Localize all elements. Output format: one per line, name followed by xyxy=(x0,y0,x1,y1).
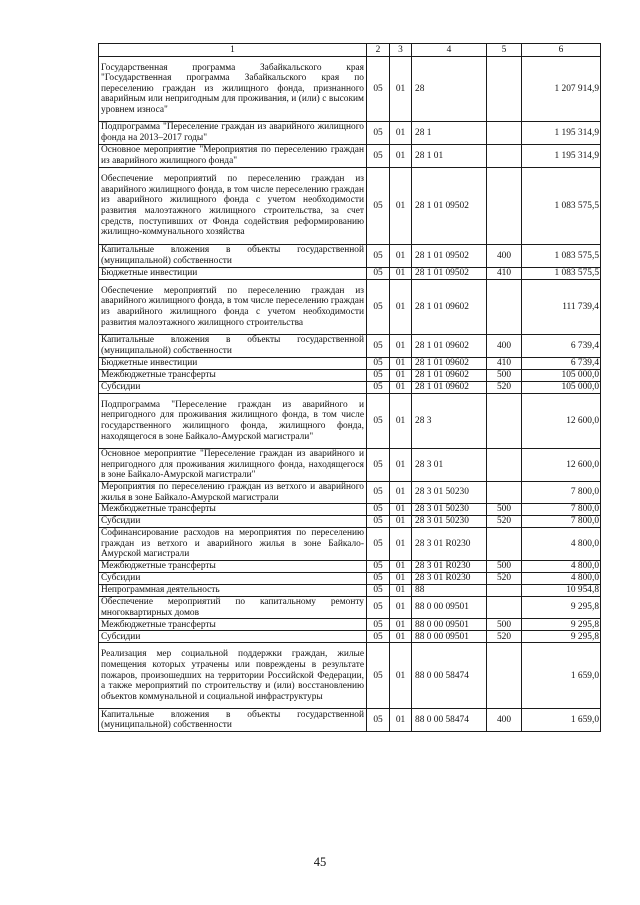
table-row xyxy=(99,504,601,516)
cell-section: 05 xyxy=(367,643,390,709)
cell-subsection: 01 xyxy=(390,335,412,358)
table-row xyxy=(99,280,601,335)
cell-expense-type: 520 xyxy=(487,382,522,394)
cell-subsection: 01 xyxy=(390,449,412,482)
cell-subsection: 01 xyxy=(390,57,412,122)
cell-section: 05 xyxy=(367,245,390,268)
table-row xyxy=(99,643,601,709)
cell-expense-type: 400 xyxy=(487,335,522,358)
cell-target-article: 28 3 01 50230 xyxy=(412,516,487,528)
cell-section: 05 xyxy=(367,335,390,358)
table-row xyxy=(99,585,601,597)
cell-subsection: 01 xyxy=(390,573,412,585)
cell-expense-type: 500 xyxy=(487,561,522,573)
cell-target-article: 28 1 01 09502 xyxy=(412,168,487,245)
cell-amount: 111 739,4 xyxy=(522,280,601,335)
cell-subsection: 01 xyxy=(390,528,412,561)
cell-subsection: 01 xyxy=(390,597,412,619)
cell-name: Межбюджетные трансферты xyxy=(99,504,367,516)
cell-target-article: 28 1 01 09502 xyxy=(412,245,487,268)
cell-subsection: 01 xyxy=(390,280,412,335)
cell-amount: 105 000,0 xyxy=(522,382,601,394)
header-col-5: 5 xyxy=(487,44,522,57)
table-row xyxy=(99,597,601,619)
table-header xyxy=(99,44,601,57)
cell-amount: 1 659,0 xyxy=(522,643,601,709)
header-col-4: 4 xyxy=(412,44,487,57)
table-row xyxy=(99,145,601,168)
cell-section: 05 xyxy=(367,57,390,122)
cell-section: 05 xyxy=(367,370,390,382)
cell-expense-type xyxy=(487,122,522,145)
header-col-1: 1 xyxy=(99,44,367,57)
cell-name: Софинансирование расходов на мероприятия по переселению граждан из ветхого и аварийного жилья в зоне Байкало-Амурской магистрали xyxy=(99,528,367,561)
cell-target-article: 28 xyxy=(412,57,487,122)
cell-expense-type: 400 xyxy=(487,245,522,268)
cell-target-article: 28 1 01 09602 xyxy=(412,358,487,370)
cell-target-article: 88 0 00 58474 xyxy=(412,643,487,709)
cell-name: Реализация мер социальной поддержки граждан, жилые помещения которых утрачены или повреждены в результате пожаров, произошедших на территории Российской Федерации, а также мероприятий по строительству и (или) восстановлению объектов коммунальной и социальной инфраструктуры xyxy=(99,643,367,709)
cell-amount: 4 800,0 xyxy=(522,528,601,561)
table-row xyxy=(99,245,601,268)
cell-expense-type: 500 xyxy=(487,504,522,516)
cell-name: Капитальные вложения в объекты государственной (муниципальной) собственности xyxy=(99,335,367,358)
cell-section: 05 xyxy=(367,382,390,394)
table-row xyxy=(99,516,601,528)
cell-amount: 12 600,0 xyxy=(522,449,601,482)
cell-subsection: 01 xyxy=(390,516,412,528)
table-row xyxy=(99,561,601,573)
cell-expense-type xyxy=(487,168,522,245)
cell-expense-type: 500 xyxy=(487,619,522,631)
cell-subsection: 01 xyxy=(390,382,412,394)
table-body xyxy=(99,57,601,732)
cell-section: 05 xyxy=(367,573,390,585)
cell-amount: 1 207 914,9 xyxy=(522,57,601,122)
cell-subsection: 01 xyxy=(390,168,412,245)
cell-target-article: 28 3 01 50230 xyxy=(412,482,487,504)
cell-amount: 4 800,0 xyxy=(522,573,601,585)
cell-name: Межбюджетные трансферты xyxy=(99,561,367,573)
cell-section: 05 xyxy=(367,482,390,504)
cell-name: Бюджетные инвестиции xyxy=(99,358,367,370)
cell-name: Обеспечение мероприятий по капитальному ремонту многоквартирных домов xyxy=(99,597,367,619)
cell-section: 05 xyxy=(367,358,390,370)
cell-target-article: 28 3 01 R0230 xyxy=(412,573,487,585)
cell-name: Подпрограмма "Переселение граждан из аварийного жилищного фонда на 2013–2017 годы" xyxy=(99,122,367,145)
cell-subsection: 01 xyxy=(390,394,412,449)
cell-expense-type: 400 xyxy=(487,709,522,732)
cell-name: Мероприятия по переселению граждан из ветхого и аварийного жилья в зоне Байкало-Амурской магистрали xyxy=(99,482,367,504)
cell-expense-type: 410 xyxy=(487,268,522,280)
cell-amount: 1 195 314,9 xyxy=(522,145,601,168)
table-row xyxy=(99,57,601,122)
cell-section: 05 xyxy=(367,528,390,561)
cell-name: Субсидии xyxy=(99,631,367,643)
cell-amount: 4 800,0 xyxy=(522,561,601,573)
cell-subsection: 01 xyxy=(390,145,412,168)
cell-amount: 7 800,0 xyxy=(522,482,601,504)
cell-section: 05 xyxy=(367,619,390,631)
cell-name: Субсидии xyxy=(99,382,367,394)
cell-expense-type: 410 xyxy=(487,358,522,370)
cell-amount: 9 295,8 xyxy=(522,597,601,619)
cell-expense-type: 520 xyxy=(487,631,522,643)
cell-target-article: 88 xyxy=(412,585,487,597)
cell-subsection: 01 xyxy=(390,585,412,597)
cell-amount: 7 800,0 xyxy=(522,504,601,516)
table-row xyxy=(99,619,601,631)
cell-target-article: 28 1 01 09502 xyxy=(412,268,487,280)
cell-expense-type: 520 xyxy=(487,573,522,585)
table-row xyxy=(99,122,601,145)
table-row xyxy=(99,573,601,585)
cell-target-article: 28 1 01 09602 xyxy=(412,335,487,358)
cell-section: 05 xyxy=(367,145,390,168)
cell-target-article: 28 3 xyxy=(412,394,487,449)
page-number: 45 xyxy=(313,855,327,869)
cell-amount: 6 739,4 xyxy=(522,358,601,370)
cell-target-article: 28 1 01 09602 xyxy=(412,280,487,335)
cell-section: 05 xyxy=(367,394,390,449)
cell-name: Обеспечение мероприятий по переселению граждан из аварийного жилищного фонда, в том числе переселению граждан из аварийного жилищного фонда с учетом необходимости развития малоэтажного жилищного строительства xyxy=(99,280,367,335)
cell-target-article: 88 0 00 09501 xyxy=(412,597,487,619)
cell-name: Межбюджетные трансферты xyxy=(99,370,367,382)
cell-target-article: 88 0 00 09501 xyxy=(412,619,487,631)
cell-section: 05 xyxy=(367,168,390,245)
cell-name: Субсидии xyxy=(99,516,367,528)
cell-expense-type xyxy=(487,643,522,709)
table-row xyxy=(99,528,601,561)
cell-subsection: 01 xyxy=(390,358,412,370)
cell-expense-type: 520 xyxy=(487,516,522,528)
cell-amount: 10 954,8 xyxy=(522,585,601,597)
cell-expense-type xyxy=(487,482,522,504)
table-row xyxy=(99,382,601,394)
cell-section: 05 xyxy=(367,585,390,597)
cell-section: 05 xyxy=(367,597,390,619)
cell-subsection: 01 xyxy=(390,268,412,280)
table-row xyxy=(99,482,601,504)
table-row xyxy=(99,268,601,280)
cell-expense-type xyxy=(487,280,522,335)
cell-amount: 1 195 314,9 xyxy=(522,122,601,145)
cell-section: 05 xyxy=(367,631,390,643)
cell-name: Капитальные вложения в объекты государственной (муниципальной) собственности xyxy=(99,709,367,732)
cell-section: 05 xyxy=(367,504,390,516)
header-col-2: 2 xyxy=(367,44,390,57)
cell-amount: 1 083 575,5 xyxy=(522,245,601,268)
cell-expense-type xyxy=(487,394,522,449)
cell-section: 05 xyxy=(367,516,390,528)
cell-name: Непрограммная деятельность xyxy=(99,585,367,597)
cell-target-article: 28 3 01 R0230 xyxy=(412,528,487,561)
cell-name: Основное мероприятие "Мероприятия по переселению граждан из аварийного жилищного фонда" xyxy=(99,145,367,168)
cell-expense-type xyxy=(487,528,522,561)
cell-subsection: 01 xyxy=(390,482,412,504)
cell-amount: 1 083 575,5 xyxy=(522,268,601,280)
table-row xyxy=(99,168,601,245)
cell-amount: 105 000,0 xyxy=(522,370,601,382)
table-row xyxy=(99,449,601,482)
table-row xyxy=(99,335,601,358)
cell-name: Обеспечение мероприятий по переселению граждан из аварийного жилищного фонда, в том числе переселению граждан из аварийного жилищного фонда с учетом необходимости развития малоэтажного жилищного строительства, за счет средств, поступивших от Фонда содействия реформированию жилищно-коммунального хозяйства xyxy=(99,168,367,245)
table-row xyxy=(99,370,601,382)
cell-target-article: 28 1 01 09602 xyxy=(412,370,487,382)
cell-amount: 9 295,8 xyxy=(522,631,601,643)
cell-subsection: 01 xyxy=(390,504,412,516)
cell-subsection: 01 xyxy=(390,709,412,732)
cell-section: 05 xyxy=(367,709,390,732)
cell-name: Межбюджетные трансферты xyxy=(99,619,367,631)
cell-subsection: 01 xyxy=(390,631,412,643)
cell-expense-type xyxy=(487,449,522,482)
cell-section: 05 xyxy=(367,122,390,145)
cell-name: Основное мероприятие "Переселение граждан из аварийного и непригодного для проживания жилищного фонда, находящегося в зоне Байкало-Амурской магистрали" xyxy=(99,449,367,482)
cell-name: Подпрограмма "Переселение граждан из аварийного и непригодного для проживания жилищного фонда, в том числе государственного жилищного фонда, жилищного фонда, находящегося в зоне Байкало-Амурской магистрали" xyxy=(99,394,367,449)
cell-amount: 6 739,4 xyxy=(522,335,601,358)
header-col-3: 3 xyxy=(390,44,412,57)
cell-expense-type xyxy=(487,145,522,168)
cell-subsection: 01 xyxy=(390,122,412,145)
cell-amount: 1 083 575,5 xyxy=(522,168,601,245)
cell-expense-type: 500 xyxy=(487,370,522,382)
cell-target-article: 28 3 01 50230 xyxy=(412,504,487,516)
cell-name: Бюджетные инвестиции xyxy=(99,268,367,280)
cell-amount: 1 659,0 xyxy=(522,709,601,732)
cell-target-article: 88 0 00 09501 xyxy=(412,631,487,643)
cell-target-article: 28 1 01 xyxy=(412,145,487,168)
cell-subsection: 01 xyxy=(390,561,412,573)
header-col-6: 6 xyxy=(522,44,601,57)
cell-section: 05 xyxy=(367,280,390,335)
cell-name: Капитальные вложения в объекты государственной (муниципальной) собственности xyxy=(99,245,367,268)
cell-amount: 12 600,0 xyxy=(522,394,601,449)
cell-name: Государственная программа Забайкальского края "Государственная программа Забайкальского края по переселению граждан из жилищного фонда, признанного аварийным или непригодным для проживания, и (или) с высоким уровнем износа" xyxy=(99,57,367,122)
cell-target-article: 28 1 01 09602 xyxy=(412,382,487,394)
budget-table xyxy=(98,43,601,732)
cell-target-article: 28 3 01 R0230 xyxy=(412,561,487,573)
cell-subsection: 01 xyxy=(390,370,412,382)
cell-subsection: 01 xyxy=(390,619,412,631)
cell-expense-type xyxy=(487,57,522,122)
cell-expense-type xyxy=(487,585,522,597)
cell-section: 05 xyxy=(367,561,390,573)
cell-amount: 9 295,8 xyxy=(522,619,601,631)
table-row xyxy=(99,709,601,732)
cell-section: 05 xyxy=(367,268,390,280)
cell-expense-type xyxy=(487,597,522,619)
cell-target-article: 88 0 00 58474 xyxy=(412,709,487,732)
cell-target-article: 28 1 xyxy=(412,122,487,145)
cell-subsection: 01 xyxy=(390,643,412,709)
cell-subsection: 01 xyxy=(390,245,412,268)
header-row xyxy=(99,44,601,57)
cell-amount: 7 800,0 xyxy=(522,516,601,528)
cell-name: Субсидии xyxy=(99,573,367,585)
cell-target-article: 28 3 01 xyxy=(412,449,487,482)
cell-section: 05 xyxy=(367,449,390,482)
table-row xyxy=(99,358,601,370)
table-row xyxy=(99,631,601,643)
table-row xyxy=(99,394,601,449)
